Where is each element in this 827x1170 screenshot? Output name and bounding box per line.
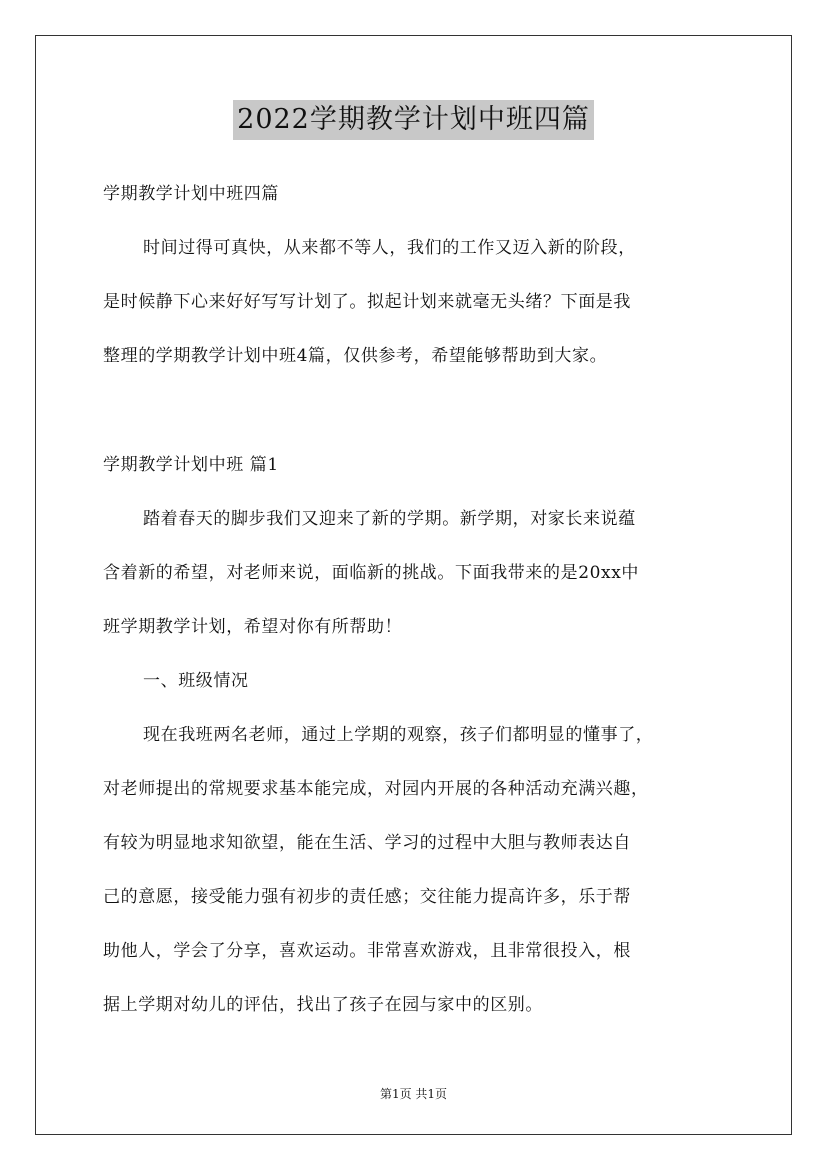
paragraph-line: 有较为明显地求知欲望，能在生活、学习的过程中大胆与教师表达自 — [103, 833, 631, 853]
intro-line: 是时候静下心来好好写写计划了。拟起计划来就毫无头绪？下面是我 — [103, 292, 631, 312]
intro-line: 时间过得可真快，从来都不等人，我们的工作又迈入新的阶段， — [143, 238, 636, 258]
title-wrap — [0, 100, 827, 140]
sub-heading: 一、班级情况 — [143, 671, 249, 691]
intro-line: 整理的学期教学计划中班4篇，仅供参考，希望能够帮助到大家。 — [103, 346, 608, 366]
document-title: 2022学期教学计划中班四篇 — [233, 100, 594, 140]
paragraph-line: 踏着春天的脚步我们又迎来了新的学期。新学期，对家长来说蕴 — [143, 509, 636, 529]
paragraph-line: 据上学期对幼儿的评估，找出了孩子在园与家中的区别。 — [103, 995, 543, 1015]
section-heading: 学期教学计划中班 篇1 — [103, 455, 279, 475]
paragraph-line: 助他人，学会了分享，喜欢运动。非常喜欢游戏，且非常很投入，根 — [103, 941, 631, 961]
page-footer: 第1页 共1页 — [379, 1087, 448, 1101]
paragraph-line: 现在我班两名老师，通过上学期的观察，孩子们都明显的懂事了， — [143, 725, 654, 745]
paragraph-line: 班学期教学计划，希望对你有所帮助！ — [103, 617, 403, 637]
paragraph-line: 己的意愿，接受能力强有初步的责任感；交往能力提高许多，乐于帮 — [103, 887, 631, 907]
subtitle: 学期教学计划中班四篇 — [103, 184, 279, 204]
paragraph-line: 对老师提出的常规要求基本能完成，对园内开展的各种活动充满兴趣， — [103, 779, 649, 799]
paragraph-line: 含着新的希望，对老师来说，面临新的挑战。下面我带来的是20xx中 — [103, 563, 640, 583]
